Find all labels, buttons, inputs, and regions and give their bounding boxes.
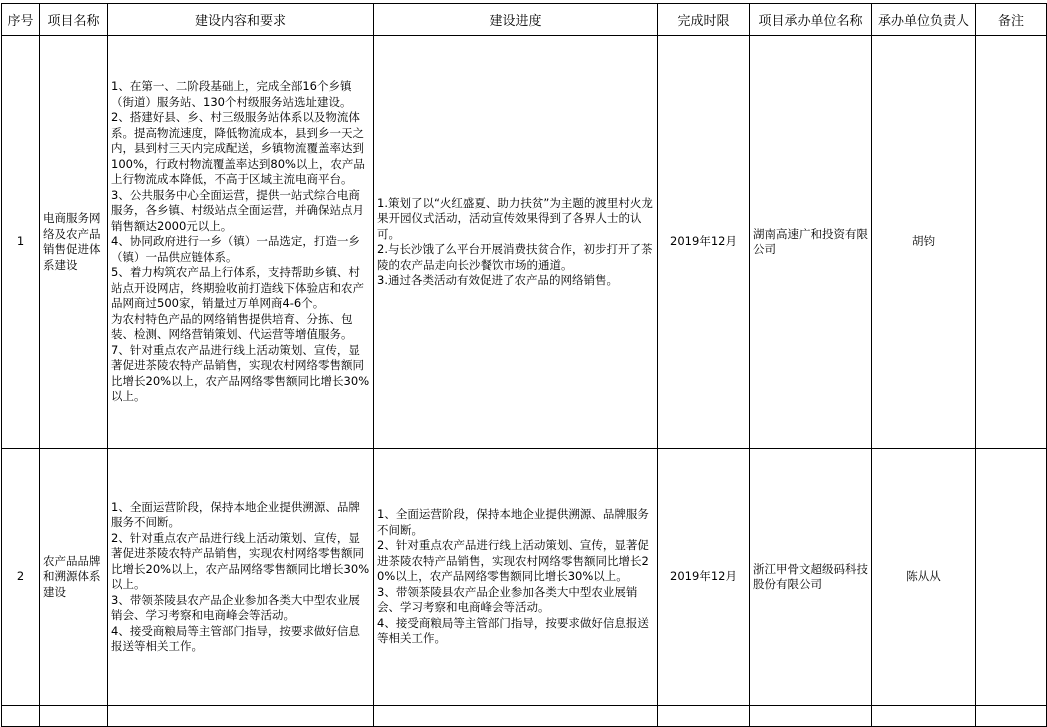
project-table xyxy=(1,3,1047,727)
content-paragraph: 4、协同政府进行一乡（镇）一品选定，打造一乡（镇）一品供应链体系。 xyxy=(111,234,360,264)
row-note xyxy=(976,449,1047,706)
row-index: 2 xyxy=(2,449,40,706)
empty-cell xyxy=(658,706,750,727)
empty-cell xyxy=(872,706,976,727)
progress-paragraph: 2、针对重点农产品进行线上活动策划、宣传，显著促进茶陵农特产品销售，实现农村网络零售额同比增长20%以上，农产品网络零售额同比增长30%以上。 xyxy=(377,538,649,584)
row-content-cell xyxy=(108,36,374,449)
content-paragraph: 2、搭建好县、乡、村三级服务站体系以及物流体系。提高物流速度，降低物流成本，县到乡一天之内，县到村三天内完成配送，乡镇物流覆盖率达到100%，行政村物流覆盖率达到80%以上，农产品上行物流成本降低，不高于区域主流电商平台。 xyxy=(111,110,365,187)
empty-cell xyxy=(976,706,1047,727)
row-note xyxy=(976,36,1047,449)
progress-paragraph: 3.通过各类活动有效促进了农产品的网络销售。 xyxy=(377,273,618,287)
content-paragraph: 为农村特色产品的网络销售提供培育、分拣、包装、检测、网络营销策划、代运营等增值服务。7、针对重点农产品进行线上活动策划、宣传，显著促进茶陵农特产品销售，实现农村网络零售额同比增长20%以上，农产品网络零售额同比增长30%以上。 xyxy=(111,311,370,404)
content-paragraph: 5、着力构筑农产品上行体系，支持帮助乡镇、村站点开设网店，终期验收前打造线下体验店和农产品网商过500家，销量过万单网商4-6个。 xyxy=(111,265,364,311)
row-content-cell xyxy=(108,449,374,706)
row-unit: 湖南高速广和投资有限公司 xyxy=(750,36,872,449)
row-project-name: 电商服务网络及农产品销售促进体系建设 xyxy=(40,36,108,449)
row-progress-cell xyxy=(374,449,658,706)
row-leader: 胡钧 xyxy=(872,36,976,449)
header-note: 备注 xyxy=(976,4,1047,36)
content-paragraph: 1、在第一、二阶段基础上，完成全部16个乡镇（街道）服务站、130个村级服务站选址建设。 xyxy=(111,79,352,109)
row-index: 1 xyxy=(2,36,40,449)
row-project-name: 农产品品牌和溯源体系建设 xyxy=(40,449,108,706)
row-deadline: 2019年12月 xyxy=(658,36,750,449)
progress-paragraph: 2.与长沙饿了么平台开展消费扶贫合作，初步打开了茶陵的农产品走向长沙餐饮市场的通道。 xyxy=(377,242,653,272)
header-row xyxy=(2,4,1047,36)
empty-cell xyxy=(2,706,40,727)
progress-paragraph: 1、全面运营阶段，保持本地企业提供溯源、品牌服务不间断。 xyxy=(377,507,649,537)
content-paragraph: 4、接受商粮局等主管部门指导，按要求做好信息报送等相关工作。 xyxy=(111,623,360,653)
content-paragraph: 2、针对重点农产品进行线上活动策划、宣传，显著促进茶陵农特产品销售，实现农村网络零售额同比增长20%以上，农产品网络零售额同比增长30%以上。 xyxy=(111,530,370,591)
row-unit: 浙江甲骨文超级码科技股份有限公司 xyxy=(750,449,872,706)
header-content: 建设内容和要求 xyxy=(108,4,374,36)
empty-cell xyxy=(40,706,108,727)
progress-paragraph: 1.策划了以“火红盛夏、助力扶贫”为主题的渡里村火龙果开园仪式活动，活动宣传效果得到了各界人士的认可。 xyxy=(377,195,653,241)
row-leader: 陈从从 xyxy=(872,449,976,706)
content-paragraph: 3、带领茶陵县农产品企业参加各类大中型农业展销会、学习考察和电商峰会等活动。 xyxy=(111,592,360,622)
content-paragraph: 1、全面运营阶段，保持本地企业提供溯源、品牌服务不间断。 xyxy=(111,499,360,529)
header-name: 项目名称 xyxy=(40,4,108,36)
header-leader: 承办单位负责人 xyxy=(872,4,976,36)
header-index: 序号 xyxy=(2,4,40,36)
header-unit: 项目承办单位名称 xyxy=(750,4,872,36)
header-progress: 建设进度 xyxy=(374,4,658,36)
row-deadline: 2019年12月 xyxy=(658,449,750,706)
progress-paragraph: 4、接受商粮局等主管部门指导，按要求做好信息报送等相关工作。 xyxy=(377,615,649,646)
progress-paragraph: 3、带领茶陵县农产品企业参加各类大中型农业展销会、学习考察和电商峰会等活动。 xyxy=(377,584,638,615)
table-row xyxy=(2,36,1047,449)
empty-cell xyxy=(374,706,658,727)
empty-cell xyxy=(108,706,374,727)
table-row xyxy=(2,449,1047,706)
empty-cell xyxy=(750,706,872,727)
content-paragraph: 3、公共服务中心全面运营，提供一站式综合电商服务，各乡镇、村级站点全面运营，并确保站点月销售额达2000元以上。 xyxy=(111,187,364,233)
table-row-partial xyxy=(2,706,1047,727)
row-progress-cell xyxy=(374,36,658,449)
header-deadline: 完成时限 xyxy=(658,4,750,36)
